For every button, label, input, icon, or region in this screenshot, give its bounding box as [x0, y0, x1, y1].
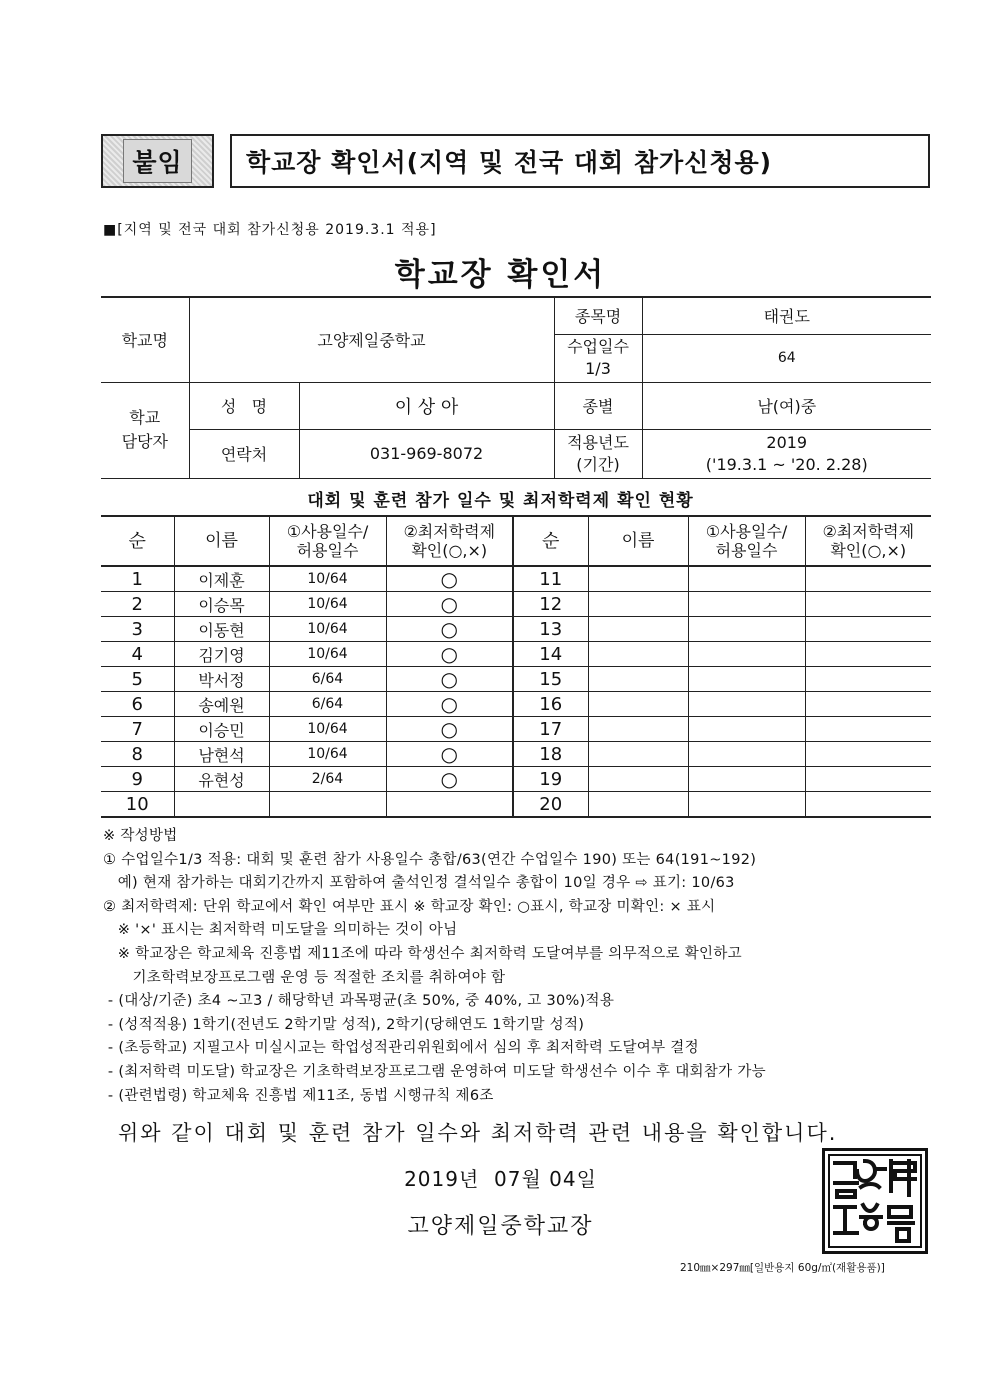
- roster-check-cell: [805, 566, 931, 592]
- roster-days-cell: [269, 667, 386, 692]
- header-no-left: 순: [101, 516, 174, 566]
- roster-days-cell: [269, 717, 386, 742]
- manager-label: [101, 382, 189, 478]
- days-value: 64: [642, 334, 931, 382]
- roster-days-cell: [688, 742, 805, 767]
- roster-check-cell: [805, 717, 931, 742]
- note-line: ※ 작성방법: [103, 828, 178, 844]
- roster-days-cell: [269, 617, 386, 642]
- type-value: 남(여)중: [642, 382, 931, 429]
- roster-check-cell: [386, 717, 513, 742]
- paper-spec-footer: 210㎜×297㎜[일반용지 60g/㎡(재활용품)]: [680, 1262, 885, 1274]
- contact-value: 031-969-8072: [299, 429, 554, 478]
- event-label: 종목명: [554, 297, 642, 334]
- roster-row: [101, 717, 931, 742]
- roster-no-cell: [101, 642, 174, 667]
- header-title: 학교장 확인서(지역 및 전국 대회 참가신청용): [230, 134, 930, 188]
- roster-no-cell: [513, 592, 588, 617]
- roster-row: [101, 692, 931, 717]
- roster-no: 12: [539, 593, 563, 615]
- roster-name-cell: [588, 592, 688, 617]
- roster-days-cell: [688, 642, 805, 667]
- roster-no-cell: [513, 792, 588, 818]
- roster-name: 이승목: [198, 595, 245, 615]
- roster-check: ○: [440, 692, 458, 716]
- roster-row: [101, 617, 931, 642]
- header-days-line1: ①사용일수/: [705, 522, 788, 541]
- roster-days-cell: [269, 566, 386, 592]
- roster-days: 10/64: [307, 721, 348, 737]
- roster-no: 10: [125, 793, 149, 815]
- roster-check-cell: [386, 692, 513, 717]
- roster-name-cell: [588, 617, 688, 642]
- roster-no-cell: [101, 717, 174, 742]
- roster-check-cell: [805, 642, 931, 667]
- event-value: 태권도: [642, 297, 931, 334]
- roster-days: 6/64: [311, 696, 344, 712]
- roster-no-cell: [101, 792, 174, 818]
- roster-no: 6: [131, 693, 143, 715]
- roster-row: [101, 592, 931, 617]
- roster-check-cell: [805, 792, 931, 818]
- roster-no: 13: [539, 618, 563, 640]
- roster-days: 10/64: [307, 571, 348, 587]
- header-name-right: 이름: [588, 516, 688, 566]
- roster-check-cell: [805, 692, 931, 717]
- note-line: - (관련법령) 학교체육 진흥법 제11조, 동법 시행규칙 제6조: [103, 1087, 494, 1104]
- school-value: 고양제일중학교: [189, 297, 554, 382]
- roster-no-cell: [513, 617, 588, 642]
- roster-days-cell: [269, 792, 386, 818]
- roster-name: 이동현: [198, 620, 245, 640]
- roster-check: ○: [440, 592, 458, 616]
- roster-days-cell: [688, 667, 805, 692]
- roster-no-cell: [101, 767, 174, 792]
- header-check-line1: ②최저학력제: [822, 522, 915, 541]
- roster-no: 19: [539, 768, 563, 790]
- name-label: 성 명: [189, 382, 299, 429]
- roster-no: 14: [539, 643, 563, 665]
- roster-no: 1: [131, 568, 143, 590]
- roster-no-cell: [513, 667, 588, 692]
- header-days-line2: 허용일수: [296, 541, 359, 560]
- roster-no-cell: [101, 692, 174, 717]
- manager-label-line2: 담당자: [121, 432, 168, 451]
- header-days-line1: ①사용일수/: [286, 522, 369, 541]
- roster-days-cell: [269, 642, 386, 667]
- roster-name: 유현성: [198, 770, 245, 790]
- roster-name-cell: [588, 642, 688, 667]
- roster-days-cell: [688, 792, 805, 818]
- writing-instructions: [103, 825, 933, 1108]
- roster-name-cell: [174, 767, 269, 792]
- note-line: ② 최저학력제: 단위 학교에서 확인 여부만 표시 ※ 학교장 확인: ○표시, 학교장 미확인: × 표시: [103, 898, 716, 915]
- roster-no-cell: [513, 642, 588, 667]
- roster-name-cell: [588, 742, 688, 767]
- roster-check-cell: [805, 667, 931, 692]
- roster-check: ○: [440, 667, 458, 691]
- note-line: 기초학력보장프로그램 운영 등 적절한 조치를 취하여야 함: [103, 969, 506, 986]
- roster-check-cell: [386, 667, 513, 692]
- roster-no-cell: [101, 566, 174, 592]
- issue-date: 2019년 07월 04일: [404, 1167, 597, 1191]
- roster-days-cell: [269, 692, 386, 717]
- roster-check: ○: [440, 717, 458, 741]
- roster-no-cell: [101, 592, 174, 617]
- roster-name: 박서정: [198, 670, 245, 690]
- school-info-table: [101, 296, 931, 479]
- roster-no-cell: [101, 667, 174, 692]
- roster-check-cell: [805, 767, 931, 792]
- roster-check-cell: [386, 592, 513, 617]
- roster-name-cell: [588, 792, 688, 818]
- roster-name-cell: [174, 792, 269, 818]
- roster-no: 7: [131, 718, 143, 740]
- note-line: ※ 학교장은 학교체육 진흥법 제11조에 따라 학생선수 최저학력 도달여부를 의무적으로 확인하고: [103, 945, 742, 962]
- roster-row: [101, 742, 931, 767]
- note-line: - (초등학교) 지필고사 미실시교는 학업성적관리위원회에서 심의 후 최저학력 도달여부 결정: [103, 1040, 699, 1057]
- attachment-tag-label: 붙임: [123, 139, 191, 183]
- roster-no: 4: [131, 643, 143, 665]
- roster-check-cell: [386, 742, 513, 767]
- roster-row: [101, 566, 931, 592]
- section-title: 대회 및 훈련 참가 일수 및 최저학력제 확인 현황: [307, 491, 694, 511]
- note-line: - (대상/기준) 초4 ~고3 / 해당학년 과목평균(초 50%, 중 40%, 고 30%)적용: [103, 993, 615, 1010]
- roster-no-cell: [513, 566, 588, 592]
- roster-name-cell: [174, 642, 269, 667]
- roster-name: 송예원: [198, 695, 245, 715]
- note-line: ※ '×' 표시는 최저학력 미도달을 의미하는 것이 아님: [103, 922, 458, 939]
- roster-name-cell: [588, 692, 688, 717]
- days-label-line2: 1/3: [585, 359, 611, 378]
- note-line: - (최저학력 미도달) 학교장은 기초학력보장프로그램 운영하여 미도달 학생선수 이수 후 대회참가 가능: [103, 1063, 766, 1080]
- roster-no: 9: [131, 768, 143, 790]
- roster-header-row: [101, 516, 931, 566]
- roster-name-cell: [588, 667, 688, 692]
- days-label: [554, 334, 642, 382]
- period-label: [554, 429, 642, 478]
- roster-name: 김기영: [198, 645, 245, 665]
- roster-row: [101, 767, 931, 792]
- header-check-left: [386, 516, 513, 566]
- header-check-line2: 확인(○,×): [411, 541, 488, 560]
- roster-table: [101, 515, 931, 818]
- roster-no-cell: [101, 742, 174, 767]
- header-no-right: 순: [513, 516, 588, 566]
- roster-days: 6/64: [311, 671, 344, 687]
- period-value: [642, 429, 931, 478]
- roster-days-cell: [688, 592, 805, 617]
- roster-days-cell: [269, 767, 386, 792]
- roster-name-cell: [174, 667, 269, 692]
- roster-name-cell: [588, 717, 688, 742]
- roster-name-cell: [174, 692, 269, 717]
- roster-name-cell: [174, 566, 269, 592]
- note-line: - (성적적용) 1학기(전년도 2학기말 성적), 2학기(당해연도 1학기말 성적): [103, 1016, 585, 1033]
- roster-check-cell: [386, 566, 513, 592]
- roster-days: 2/64: [311, 771, 344, 787]
- roster-check: ○: [440, 617, 458, 641]
- note-line: ① 수업일수1/3 적용: 대회 및 훈련 참가 사용일수 총합/63(연간 수업일수 190) 또는 64(191~192): [103, 851, 757, 868]
- roster-days: 10/64: [307, 621, 348, 637]
- roster-name: 이제훈: [198, 570, 245, 590]
- roster-days: 10/64: [307, 596, 348, 612]
- roster-name-cell: [588, 767, 688, 792]
- roster-check: ○: [440, 642, 458, 666]
- roster-name: 남현석: [198, 745, 245, 765]
- period-label-line1: 적용년도: [567, 432, 629, 452]
- roster-days-cell: [688, 717, 805, 742]
- roster-check: ○: [440, 767, 458, 791]
- manager-label-line1: 학교: [129, 408, 161, 427]
- type-label: 종별: [554, 382, 642, 429]
- period-value-line2: ('19.3.1 ~ '20. 2.28): [705, 454, 868, 474]
- roster-row: [101, 642, 931, 667]
- header-check-line1: ②최저학력제: [403, 522, 496, 541]
- roster-check: ○: [440, 567, 458, 591]
- roster-no: 20: [539, 793, 563, 815]
- header-name-left: 이름: [174, 516, 269, 566]
- roster-no: 5: [131, 668, 143, 690]
- roster-no-cell: [513, 717, 588, 742]
- school-seal-stamp: [822, 1148, 928, 1254]
- signer-title: 고양제일중학교장: [407, 1214, 594, 1239]
- period-label-line2: (기간): [576, 454, 620, 474]
- roster-check-cell: [805, 592, 931, 617]
- roster-no-cell: [101, 617, 174, 642]
- roster-no: 3: [131, 618, 143, 640]
- header-days-right: [688, 516, 805, 566]
- roster-no-cell: [513, 742, 588, 767]
- roster-days-cell: [688, 692, 805, 717]
- roster-row: [101, 792, 931, 818]
- roster-check-cell: [805, 742, 931, 767]
- period-value-line1: 2019: [766, 432, 808, 452]
- document-title: 학교장 확인서: [394, 257, 607, 293]
- note-line: 예) 현재 참가하는 대회기간까지 포함하여 출석인정 결석일수 총합이 10일 경우 ⇨ 표기: 10/63: [103, 875, 735, 892]
- roster-check-cell: [805, 617, 931, 642]
- roster-name-cell: [174, 592, 269, 617]
- roster-no: 18: [539, 743, 563, 765]
- roster-check-cell: [386, 617, 513, 642]
- attachment-tag: [101, 134, 214, 188]
- seal-icon: [825, 1151, 925, 1251]
- roster-days-cell: [269, 592, 386, 617]
- roster-days-cell: [269, 742, 386, 767]
- roster-check-cell: [386, 767, 513, 792]
- roster-name: 이승민: [198, 720, 245, 740]
- days-label-line1: 수업일수: [567, 337, 629, 356]
- header-check-line2: 확인(○,×): [830, 541, 907, 560]
- roster-no: 16: [539, 693, 563, 715]
- roster-no-cell: [513, 692, 588, 717]
- roster-no: 15: [539, 668, 563, 690]
- roster-no: 8: [131, 743, 143, 765]
- roster-check-cell: [386, 642, 513, 667]
- roster-days-cell: [688, 767, 805, 792]
- name-value: 이 상 아: [299, 382, 554, 429]
- header-days-left: [269, 516, 386, 566]
- reference-note: ■[지역 및 전국 대회 참가신청용 2019.3.1 적용]: [103, 222, 437, 238]
- roster-name-cell: [174, 617, 269, 642]
- roster-no: 17: [539, 718, 563, 740]
- roster-days: 10/64: [307, 646, 348, 662]
- confirmation-statement: 위와 같이 대회 및 훈련 참가 일수와 최저학력 관련 내용을 확인합니다.: [118, 1121, 838, 1145]
- roster-name-cell: [174, 717, 269, 742]
- roster-name-cell: [588, 566, 688, 592]
- roster-no: 2: [131, 593, 143, 615]
- roster-no-cell: [513, 767, 588, 792]
- header-check-right: [805, 516, 931, 566]
- roster-no: 11: [539, 568, 563, 590]
- roster-days-cell: [688, 566, 805, 592]
- roster-days-cell: [688, 617, 805, 642]
- roster-row: [101, 667, 931, 692]
- roster-check-cell: [386, 792, 513, 818]
- roster-name-cell: [174, 742, 269, 767]
- contact-label: 연락처: [189, 429, 299, 478]
- school-label: 학교명: [101, 297, 189, 382]
- header-days-line2: 허용일수: [715, 541, 778, 560]
- roster-days: 10/64: [307, 746, 348, 762]
- roster-check: ○: [440, 742, 458, 766]
